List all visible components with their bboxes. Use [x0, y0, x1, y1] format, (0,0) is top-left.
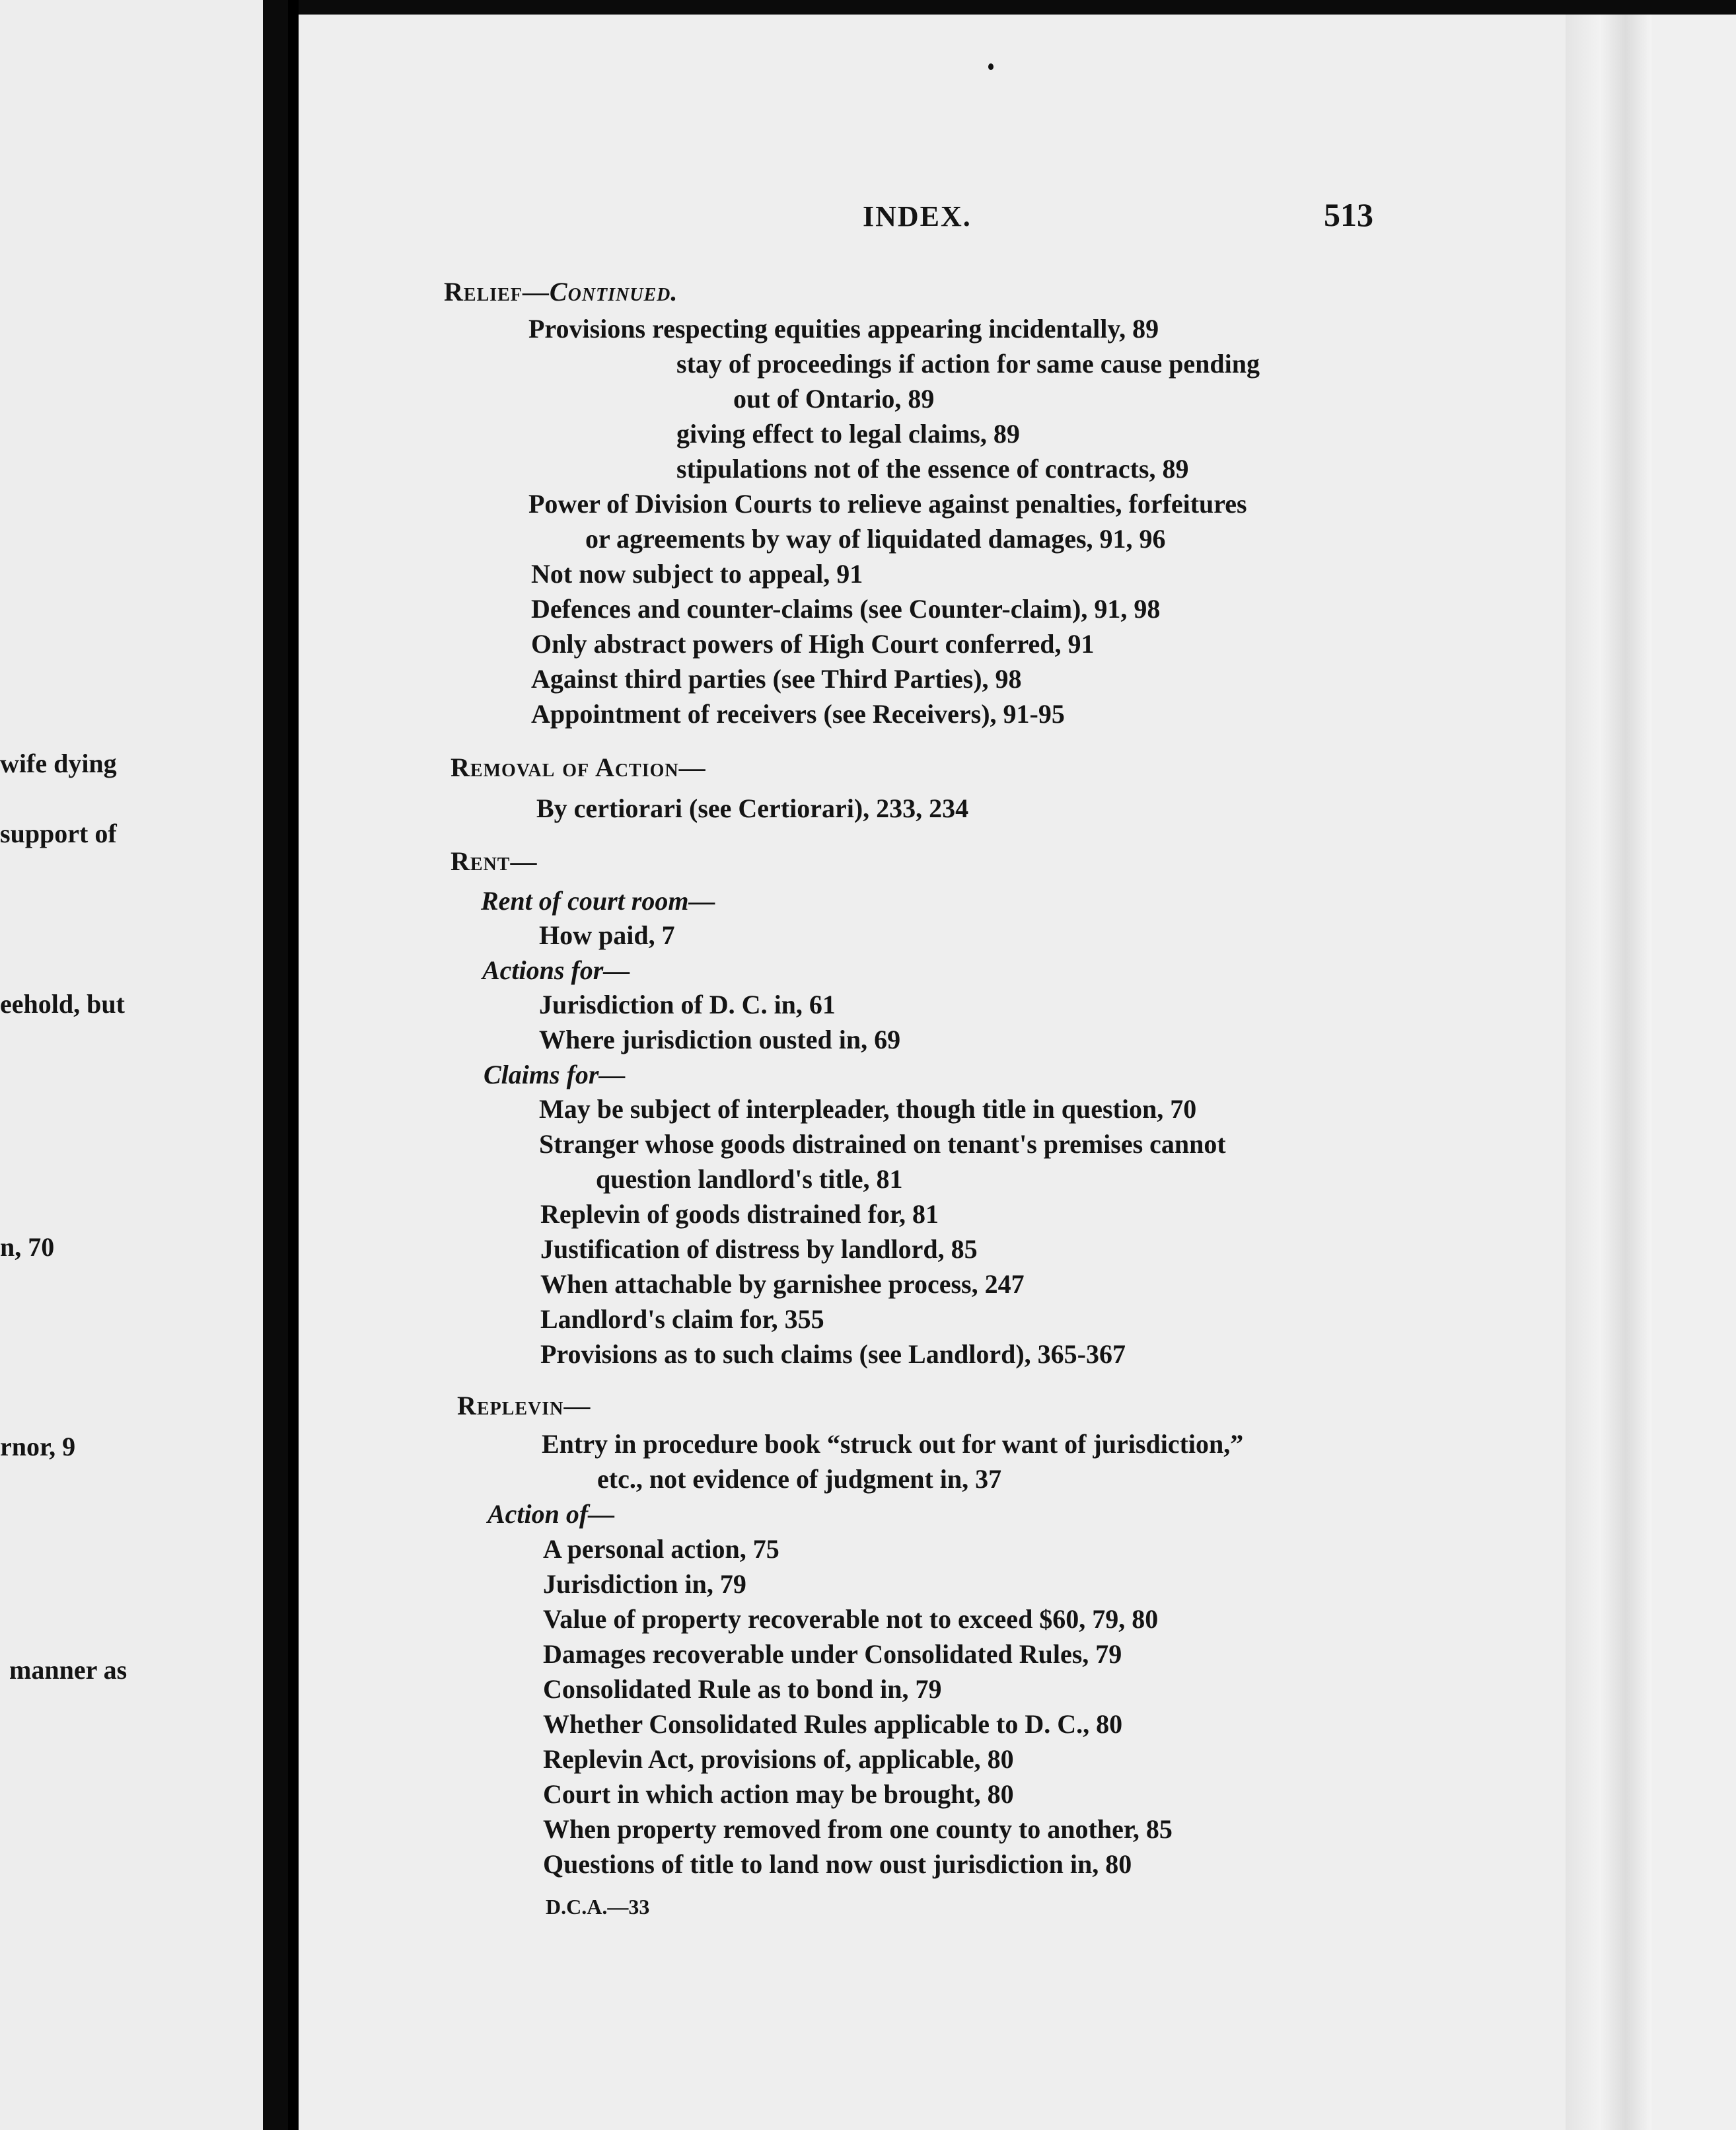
- left-fragment: manner as: [9, 1655, 127, 1685]
- left-fragment: wife dying: [0, 749, 117, 778]
- index-entry: or agreements by way of liquidated damages, 91, 96: [585, 524, 1166, 554]
- index-entry: etc., not evidence of judgment in, 37: [597, 1464, 1002, 1494]
- section-heading-removal: Removal of Action—: [451, 753, 706, 782]
- left-page: [0, 0, 263, 2130]
- index-entry: Stranger whose goods distrained on tenant's premises cannot: [539, 1129, 1226, 1159]
- subheading: Actions for—: [482, 955, 630, 985]
- book-spine: [288, 0, 299, 2130]
- index-entry: A personal action, 75: [543, 1534, 779, 1564]
- index-entry: Not now subject to appeal, 91: [531, 559, 863, 589]
- index-entry: Against third parties (see Third Parties), 98: [531, 664, 1022, 694]
- index-entry: Questions of title to land now oust jurisdiction in, 80: [543, 1849, 1132, 1879]
- index-entry: stipulations not of the essence of contracts, 89: [676, 454, 1189, 484]
- page-number: 513: [1324, 196, 1373, 233]
- index-entry: When property removed from one county to another, 85: [543, 1814, 1173, 1844]
- index-entry: Only abstract powers of High Court conferred, 91: [531, 629, 1095, 659]
- index-entry: giving effect to legal claims, 89: [676, 419, 1020, 449]
- index-entry: out of Ontario, 89: [733, 384, 935, 414]
- page-margin: [1651, 15, 1736, 2130]
- running-head: INDEX.: [863, 200, 972, 233]
- index-entry: Provisions as to such claims (see Landlord), 365-367: [540, 1339, 1126, 1369]
- subheading: Rent of court room—: [481, 886, 715, 916]
- index-entry: How paid, 7: [539, 920, 675, 950]
- index-entry: May be subject of interpleader, though title in question, 70: [539, 1094, 1197, 1124]
- left-fragment: support of: [0, 819, 117, 848]
- subheading: Claims for—: [484, 1060, 626, 1089]
- left-fragment: n, 70: [0, 1232, 55, 1262]
- page-edge: [1566, 15, 1651, 2130]
- section-heading-rent: Rent—: [451, 846, 538, 876]
- index-entry: Court in which action may be brought, 80: [543, 1779, 1014, 1809]
- index-entry: Entry in procedure book “struck out for want of jurisdiction,”: [542, 1429, 1244, 1459]
- index-entry: Damages recoverable under Consolidated Rules, 79: [543, 1639, 1122, 1669]
- index-entry: Landlord's claim for, 355: [540, 1304, 824, 1334]
- index-entry: Appointment of receivers (see Receivers), 91-95: [531, 699, 1065, 729]
- index-entry: Consolidated Rule as to bond in, 79: [543, 1674, 942, 1704]
- index-entry: Power of Division Courts to relieve against penalties, forfeitures: [528, 489, 1247, 519]
- left-fragment: rnor, 9: [0, 1432, 76, 1461]
- section-heading-replevin: Replevin—: [457, 1391, 591, 1420]
- index-entry: Value of property recoverable not to exceed $60, 79, 80: [543, 1604, 1159, 1634]
- index-entry: Replevin Act, provisions of, applicable, 80: [543, 1744, 1014, 1774]
- index-entry: Jurisdiction of D. C. in, 61: [539, 990, 836, 1019]
- index-entry: Replevin of goods distrained for, 81: [540, 1199, 939, 1229]
- index-entry: By certiorari (see Certiorari), 233, 234: [536, 793, 969, 823]
- index-entry: Justification of distress by landlord, 85: [540, 1234, 978, 1264]
- index-entry: question landlord's title, 81: [596, 1164, 903, 1194]
- index-entry: Where jurisdiction ousted in, 69: [539, 1025, 901, 1054]
- section-heading-relief: Relief—Continued.: [444, 277, 678, 307]
- index-entry: When attachable by garnishee process, 247: [540, 1269, 1025, 1299]
- speck: [988, 63, 994, 70]
- left-fragment: eehold, but: [0, 989, 125, 1019]
- index-entry: Whether Consolidated Rules applicable to D. C., 80: [543, 1709, 1123, 1739]
- signature-mark: D.C.A.—33: [546, 1895, 650, 1919]
- index-entry: Jurisdiction in, 79: [543, 1569, 746, 1599]
- index-entry: stay of proceedings if action for same cause pending: [676, 349, 1260, 379]
- index-entry: Defences and counter-claims (see Counter-claim), 91, 98: [531, 594, 1161, 624]
- index-entry: Provisions respecting equities appearing incidentally, 89: [528, 314, 1159, 344]
- subheading: Action of—: [488, 1499, 615, 1529]
